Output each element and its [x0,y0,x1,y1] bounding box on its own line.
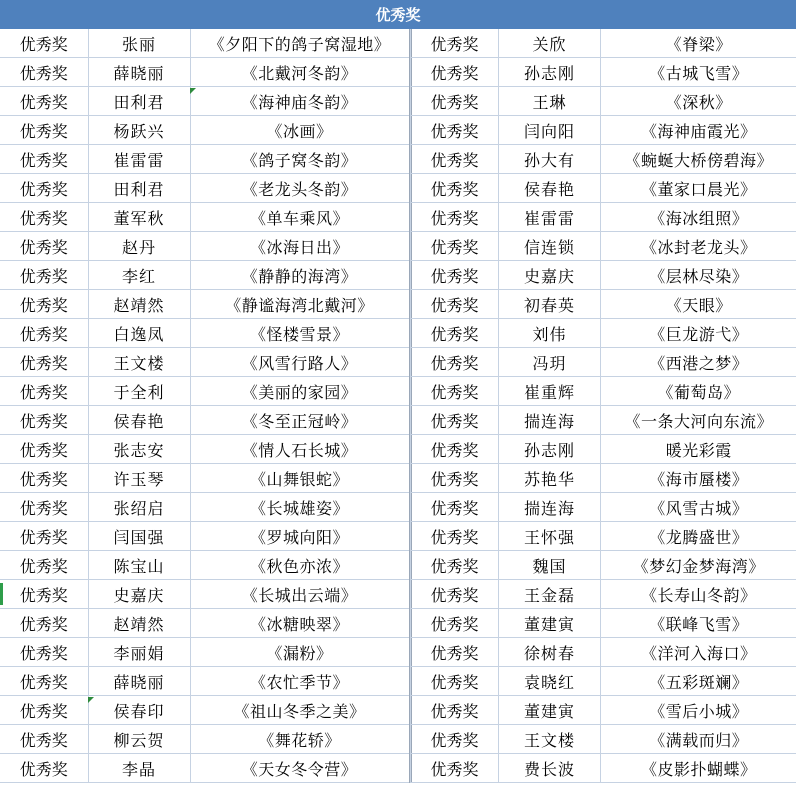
title-cell[interactable]: 《静静的海湾》 [190,261,410,290]
award-cell[interactable]: 优秀奖 [411,725,499,754]
name-cell[interactable]: 董军秋 [88,203,190,232]
name-cell[interactable]: 王文楼 [88,348,190,377]
name-cell[interactable]: 张志安 [88,435,190,464]
table-row [411,58,796,87]
award-cell[interactable]: 优秀奖 [411,145,499,174]
title-cell[interactable]: 《冬至正冠岭》 [190,406,410,435]
table-row [0,551,410,580]
title-cell[interactable]: 《鸽子窝冬韵》 [190,145,410,174]
title-cell[interactable]: 《风雪行路人》 [190,348,410,377]
award-cell[interactable]: 优秀奖 [411,551,499,580]
table-row [0,261,410,290]
name-cell[interactable]: 徐树春 [499,638,601,667]
award-cell[interactable]: 优秀奖 [411,58,499,87]
name-cell[interactable]: 信连锁 [499,232,601,261]
title-cell[interactable]: 《天眼》 [601,290,796,319]
cell-note-marker [88,697,94,703]
award-cell[interactable]: 优秀奖 [411,435,499,464]
title-cell[interactable]: 《海神庙冬韵》 [190,87,410,116]
table-row [0,667,410,696]
name-cell[interactable]: 赵靖然 [88,609,190,638]
title-cell[interactable]: 《舞花轿》 [190,725,410,754]
title-cell[interactable]: 《怪楼雪景》 [190,319,410,348]
table-row [411,725,796,754]
name-cell[interactable]: 关欣 [499,29,601,58]
title-cell[interactable]: 《联峰飞雪》 [601,609,796,638]
table-row [411,87,796,116]
name-cell[interactable]: 史嘉庆 [499,261,601,290]
name-cell[interactable]: 侯春艳 [88,406,190,435]
name-cell[interactable]: 初春英 [499,290,601,319]
title-cell[interactable]: 《海市蜃楼》 [601,464,796,493]
table-row [411,377,796,406]
title-cell[interactable]: 《层林尽染》 [601,261,796,290]
title-cell[interactable]: 《皮影扑蝴蝶》 [601,754,796,783]
title-cell[interactable]: 《静谧海湾北戴河》 [190,290,410,319]
award-cell[interactable]: 优秀奖 [411,232,499,261]
award-cell[interactable]: 优秀奖 [0,493,88,522]
award-cell[interactable]: 优秀奖 [411,87,499,116]
award-cell[interactable]: 优秀奖 [0,551,88,580]
table-row [0,290,410,319]
award-cell[interactable]: 优秀奖 [0,435,88,464]
table-row [0,406,410,435]
table-row [0,464,410,493]
name-cell[interactable]: 张丽 [88,29,190,58]
table-row [0,522,410,551]
award-cell[interactable]: 优秀奖 [411,174,499,203]
title-cell[interactable]: 《满载而归》 [601,725,796,754]
title-cell[interactable]: 《冰海日出》 [190,232,410,261]
title-cell[interactable]: 《龙腾盛世》 [601,522,796,551]
table-row [0,29,410,58]
table-row [411,29,796,58]
title-cell[interactable]: 《单车乘风》 [190,203,410,232]
title-cell[interactable]: 《一条大河向东流》 [601,406,796,435]
table-row [0,232,410,261]
table-row [411,580,796,609]
name-cell[interactable]: 闫向阳 [499,116,601,145]
title-cell[interactable]: 《冰糖映翠》 [190,609,410,638]
title-cell[interactable]: 《老龙头冬韵》 [190,174,410,203]
right-award-table [410,29,796,783]
table-row [0,638,410,667]
table-row [0,435,410,464]
title-cell[interactable]: 《古城飞雪》 [601,58,796,87]
title-cell[interactable]: 《雪后小城》 [601,696,796,725]
award-cell[interactable]: 优秀奖 [0,58,88,87]
name-cell[interactable]: 王文楼 [499,725,601,754]
award-cell[interactable]: 优秀奖 [411,464,499,493]
sheet-header[interactable] [0,0,796,29]
award-cell[interactable]: 优秀奖 [411,203,499,232]
name-cell[interactable]: 王琳 [499,87,601,116]
title-cell[interactable]: 《洋河入海口》 [601,638,796,667]
award-cell[interactable]: 优秀奖 [0,609,88,638]
name-cell[interactable]: 赵丹 [88,232,190,261]
table-row [0,174,410,203]
table-row [411,406,796,435]
title-cell[interactable]: 《蜿蜒大桥傍碧海》 [601,145,796,174]
title-cell[interactable]: 《夕阳下的鸽子窝湿地》 [190,29,410,58]
table-row [0,725,410,754]
table-row [0,87,410,116]
name-cell[interactable]: 李晶 [88,754,190,783]
title-cell[interactable]: 《北戴河冬韵》 [190,58,410,87]
name-cell[interactable]: 田利君 [88,174,190,203]
title-cell[interactable]: 《冰画》 [190,116,410,145]
table-row [411,261,796,290]
table-row [411,696,796,725]
award-cell[interactable]: 优秀奖 [411,29,499,58]
award-cell[interactable]: 优秀奖 [0,464,88,493]
name-cell[interactable]: 史嘉庆 [88,580,190,609]
name-cell[interactable]: 于全利 [88,377,190,406]
name-cell[interactable]: 王金磊 [499,580,601,609]
award-cell[interactable]: 优秀奖 [0,261,88,290]
title-cell[interactable]: 《脊梁》 [601,29,796,58]
name-cell[interactable]: 费长波 [499,754,601,783]
name-cell[interactable]: 苏艳华 [499,464,601,493]
table-row [411,609,796,638]
award-cell[interactable]: 优秀奖 [411,667,499,696]
header-title: 优秀奖 [375,6,421,24]
table-row [0,348,410,377]
award-cell[interactable]: 优秀奖 [411,377,499,406]
name-cell[interactable]: 揣连海 [499,406,601,435]
name-cell[interactable]: 董建寅 [499,696,601,725]
award-cell[interactable]: 优秀奖 [0,319,88,348]
award-cell[interactable]: 优秀奖 [0,174,88,203]
award-cell[interactable]: 优秀奖 [411,406,499,435]
award-cell[interactable]: 优秀奖 [0,116,88,145]
name-cell[interactable]: 闫国强 [88,522,190,551]
title-cell[interactable]: 《长城雄姿》 [190,493,410,522]
award-cell[interactable]: 优秀奖 [411,522,499,551]
award-cell[interactable]: 优秀奖 [0,87,88,116]
award-cell[interactable]: 优秀奖 [411,696,499,725]
title-cell[interactable]: 《长城出云端》 [190,580,410,609]
name-cell[interactable]: 许玉琴 [88,464,190,493]
table-row [411,667,796,696]
title-cell[interactable]: 《巨龙游弋》 [601,319,796,348]
title-cell[interactable]: 《深秋》 [601,87,796,116]
name-cell[interactable]: 薛晓丽 [88,58,190,87]
name-cell[interactable]: 王怀强 [499,522,601,551]
name-cell[interactable]: 陈宝山 [88,551,190,580]
award-cell[interactable]: 优秀奖 [411,580,499,609]
table-row [0,58,410,87]
title-cell[interactable]: 《梦幻金梦海湾》 [601,551,796,580]
name-cell[interactable]: 白逸凤 [88,319,190,348]
title-cell[interactable]: 《西港之梦》 [601,348,796,377]
title-cell[interactable]: 暖光彩霞 [601,435,796,464]
title-cell[interactable]: 《葡萄岛》 [601,377,796,406]
name-cell[interactable]: 刘伟 [499,319,601,348]
name-cell[interactable]: 孙大有 [499,145,601,174]
cell-note-marker [190,88,196,94]
award-cell[interactable]: 优秀奖 [0,145,88,174]
title-cell[interactable]: 《罗城向阳》 [190,522,410,551]
table-row [411,522,796,551]
title-cell[interactable]: 《秋色亦浓》 [190,551,410,580]
name-cell[interactable]: 李丽娟 [88,638,190,667]
award-cell[interactable]: 优秀奖 [0,348,88,377]
award-cell[interactable]: 优秀奖 [0,290,88,319]
table-row [411,203,796,232]
table-row [411,174,796,203]
title-cell[interactable]: 《海神庙霞光》 [601,116,796,145]
award-cell[interactable]: 优秀奖 [0,725,88,754]
award-cell[interactable]: 优秀奖 [0,232,88,261]
table-row [411,319,796,348]
name-cell[interactable]: 柳云贺 [88,725,190,754]
award-cell[interactable]: 优秀奖 [0,638,88,667]
award-cell[interactable]: 优秀奖 [411,754,499,783]
name-cell[interactable]: 揣连海 [499,493,601,522]
name-cell[interactable]: 赵靖然 [88,290,190,319]
title-cell[interactable]: 《天女冬令营》 [190,754,410,783]
award-cell[interactable]: 优秀奖 [411,348,499,377]
name-cell[interactable]: 薛晓丽 [88,667,190,696]
table-row [411,348,796,377]
name-cell[interactable]: 魏国 [499,551,601,580]
title-cell[interactable]: 《漏粉》 [190,638,410,667]
title-cell[interactable]: 《冰封老龙头》 [601,232,796,261]
name-cell[interactable]: 杨跃兴 [88,116,190,145]
name-cell[interactable]: 袁晓红 [499,667,601,696]
award-cell[interactable]: 优秀奖 [0,522,88,551]
award-cell[interactable]: 优秀奖 [0,377,88,406]
name-cell[interactable]: 董建寅 [499,609,601,638]
table-row [0,493,410,522]
table-row [411,290,796,319]
title-cell[interactable]: 《情人石长城》 [190,435,410,464]
table-row [411,638,796,667]
table-row [0,754,410,783]
title-cell[interactable]: 《美丽的家园》 [190,377,410,406]
award-cell[interactable]: 优秀奖 [0,754,88,783]
left-award-table [0,29,412,783]
award-cell[interactable]: 优秀奖 [0,29,88,58]
award-cell[interactable]: 优秀奖 [0,580,88,609]
table-row [0,609,410,638]
name-cell[interactable]: 侯春印 [88,696,190,725]
title-cell[interactable]: 《风雪古城》 [601,493,796,522]
award-cell[interactable]: 优秀奖 [0,203,88,232]
name-cell[interactable]: 崔重辉 [499,377,601,406]
table-row [411,493,796,522]
table-row [411,754,796,783]
table-row [0,696,410,725]
name-cell[interactable]: 崔雷雷 [88,145,190,174]
table-row [0,377,410,406]
award-cell[interactable]: 优秀奖 [0,406,88,435]
award-cell[interactable]: 优秀奖 [0,696,88,725]
table-row [411,435,796,464]
title-cell[interactable]: 《五彩斑斓》 [601,667,796,696]
table-row [0,319,410,348]
award-cell[interactable]: 优秀奖 [411,493,499,522]
name-cell[interactable]: 孙志刚 [499,58,601,87]
title-cell[interactable]: 《山舞银蛇》 [190,464,410,493]
award-cell[interactable]: 优秀奖 [411,638,499,667]
name-cell[interactable]: 崔雷雷 [499,203,601,232]
name-cell[interactable]: 李红 [88,261,190,290]
table-row [0,580,410,609]
name-cell[interactable]: 冯玥 [499,348,601,377]
award-cell[interactable]: 优秀奖 [411,319,499,348]
title-cell[interactable]: 《祖山冬季之美》 [190,696,410,725]
title-cell[interactable]: 《海冰组照》 [601,203,796,232]
table-row [0,203,410,232]
table-row [411,116,796,145]
award-cell[interactable]: 优秀奖 [411,290,499,319]
award-cell[interactable]: 优秀奖 [411,609,499,638]
table-row [411,145,796,174]
table-row [411,464,796,493]
award-cell[interactable]: 优秀奖 [411,116,499,145]
name-cell[interactable]: 张绍启 [88,493,190,522]
award-cell[interactable]: 优秀奖 [0,667,88,696]
name-cell[interactable]: 侯春艳 [499,174,601,203]
title-cell[interactable]: 《董家口晨光》 [601,174,796,203]
table-row [0,116,410,145]
award-cell[interactable]: 优秀奖 [411,261,499,290]
table-row [0,145,410,174]
name-cell[interactable]: 田利君 [88,87,190,116]
selection-edge-marker [0,583,3,605]
table-row [411,232,796,261]
name-cell[interactable]: 孙志刚 [499,435,601,464]
table-row [411,551,796,580]
title-cell[interactable]: 《长寿山冬韵》 [601,580,796,609]
title-cell[interactable]: 《农忙季节》 [190,667,410,696]
